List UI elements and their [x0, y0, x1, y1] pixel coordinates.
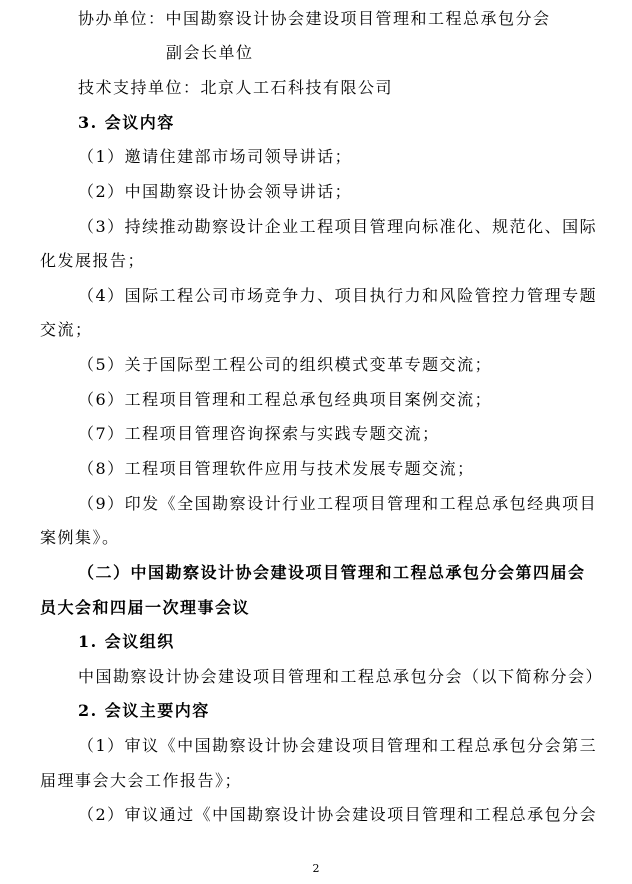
list-item-3-continuation: 化发展报告；	[40, 251, 146, 270]
section-heading-second-meeting-continuation: 员大会和四届一次理事会议	[40, 598, 251, 617]
review-item-2: （2）审议通过《中国勘察设计协会建设项目管理和工程总承包分会	[78, 805, 598, 824]
review-item-1: （1）审议《中国勘察设计协会建设项目管理和工程总承包分会第三	[78, 736, 598, 755]
list-item-3: （3）持续推动勘察设计企业工程项目管理向标准化、规范化、国际	[78, 217, 598, 236]
tech-support-line: 技术支持单位：北京人工石科技有限公司	[78, 78, 394, 97]
list-item-9-continuation: 案例集》。	[40, 528, 120, 547]
section-heading-second-meeting: （二）中国勘察设计协会建设项目管理和工程总承包分会第四届会	[78, 563, 586, 582]
list-item-4-continuation: 交流；	[40, 320, 93, 339]
section-heading-meeting-content: 3. 会议内容	[78, 113, 175, 132]
list-item-4: （4）国际工程公司市场竞争力、项目执行力和风险管控力管理专题	[78, 286, 598, 305]
list-item-7: （7）工程项目管理咨询探索与实践专题交流；	[78, 424, 440, 443]
co-organizer-continuation: 副会长单位	[166, 43, 254, 62]
list-item-9: （9）印发《全国勘察设计行业工程项目管理和工程总承包经典项目	[78, 494, 598, 513]
co-organizer-line: 协办单位：中国勘察设计协会建设项目管理和工程总承包分会	[78, 9, 551, 28]
organization-line: 中国勘察设计协会建设项目管理和工程总承包分会（以下简称分会）	[78, 667, 604, 686]
review-item-1-continuation: 届理事会大会工作报告》；	[40, 771, 243, 790]
page-number: 2	[312, 862, 320, 875]
list-item-1: （1）邀请住建部市场司领导讲话；	[78, 147, 353, 166]
list-item-5: （5）关于国际型工程公司的组织模式变革专题交流；	[78, 355, 493, 374]
list-item-8: （8）工程项目管理软件应用与技术发展专题交流；	[78, 459, 475, 478]
list-item-2: （2）中国勘察设计协会领导讲话；	[78, 182, 353, 201]
subheading-meeting-organization: 1. 会议组织	[78, 632, 175, 651]
subheading-main-content: 2. 会议主要内容	[78, 701, 210, 720]
list-item-6: （6）工程项目管理和工程总承包经典项目案例交流；	[78, 390, 493, 409]
